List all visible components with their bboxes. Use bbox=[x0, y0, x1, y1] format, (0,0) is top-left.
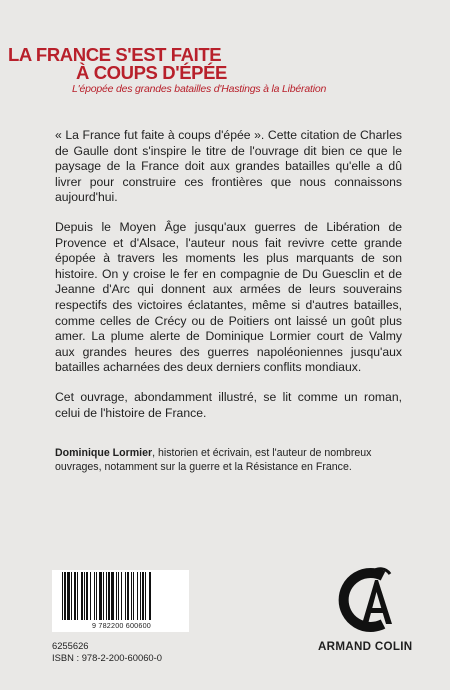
armand-colin-ac-logo-icon bbox=[328, 566, 410, 634]
barcode-icon bbox=[60, 572, 184, 620]
book-title bbox=[8, 46, 227, 82]
author-description: , historien et écrivain, est l'auteur de nombreux ouvrages, notamment sur la guerre et la Résistance en France. bbox=[55, 447, 372, 473]
book-title-line1: LA FRANCE S'EST FAITE bbox=[8, 44, 222, 65]
paragraph-summary: Depuis le Moyen Âge jusqu'aux guerres de Libération de Provence et d'Alsace, l'auteur nous fait revivre cette grande épopée à travers les moments les plus marquants de son histoire. On y croise le fer en compagnie de Du Guesclin et de Jeanne d'Arc qui donnent aux armées de leurs souverains respectifs des victoires éclatantes, même si d'autres batailles, comme celles de Crécy ou de Poitiers ont laissé un goût plus amer. La plume alerte de Dominique Lormier court de Valmy aux grandes heures des guerres napoléoniennes jusqu'aux batailles acharnées des deux derniers conflits mondiaux. bbox=[55, 219, 402, 375]
paragraph-conclusion: Cet ouvrage, abondamment illustré, se lit comme un roman, celui de l'histoire de France. bbox=[55, 389, 402, 420]
isbn-code: ISBN : 978-2-200-60060-0 bbox=[52, 651, 162, 663]
author-bio bbox=[55, 446, 402, 474]
product-codes bbox=[52, 640, 162, 663]
book-title-line2: À COUPS D'ÉPÉE bbox=[76, 62, 227, 83]
barcode-box bbox=[52, 570, 189, 632]
reference-code: 6255626 bbox=[52, 640, 89, 651]
publisher-name: ARMAND COLIN bbox=[318, 640, 413, 653]
paragraph-quote: « La France fut faite à coups d'épée ». Cette citation de Charles de Gaulle dont s'inspire le titre de l'ouvrage dit bien ce que le paysage de la France doit aux grandes batailles qu'elle a dû livrer pour construire ces frontières que nous connaissons aujourd'hui. bbox=[55, 128, 402, 205]
author-name: Dominique Lormier bbox=[55, 447, 153, 459]
book-subtitle: L'épopée des grandes batailles d'Hastings à la Libération bbox=[72, 83, 327, 95]
barcode-number: 9 782200 600600 bbox=[92, 621, 151, 630]
back-cover-text bbox=[55, 128, 402, 435]
